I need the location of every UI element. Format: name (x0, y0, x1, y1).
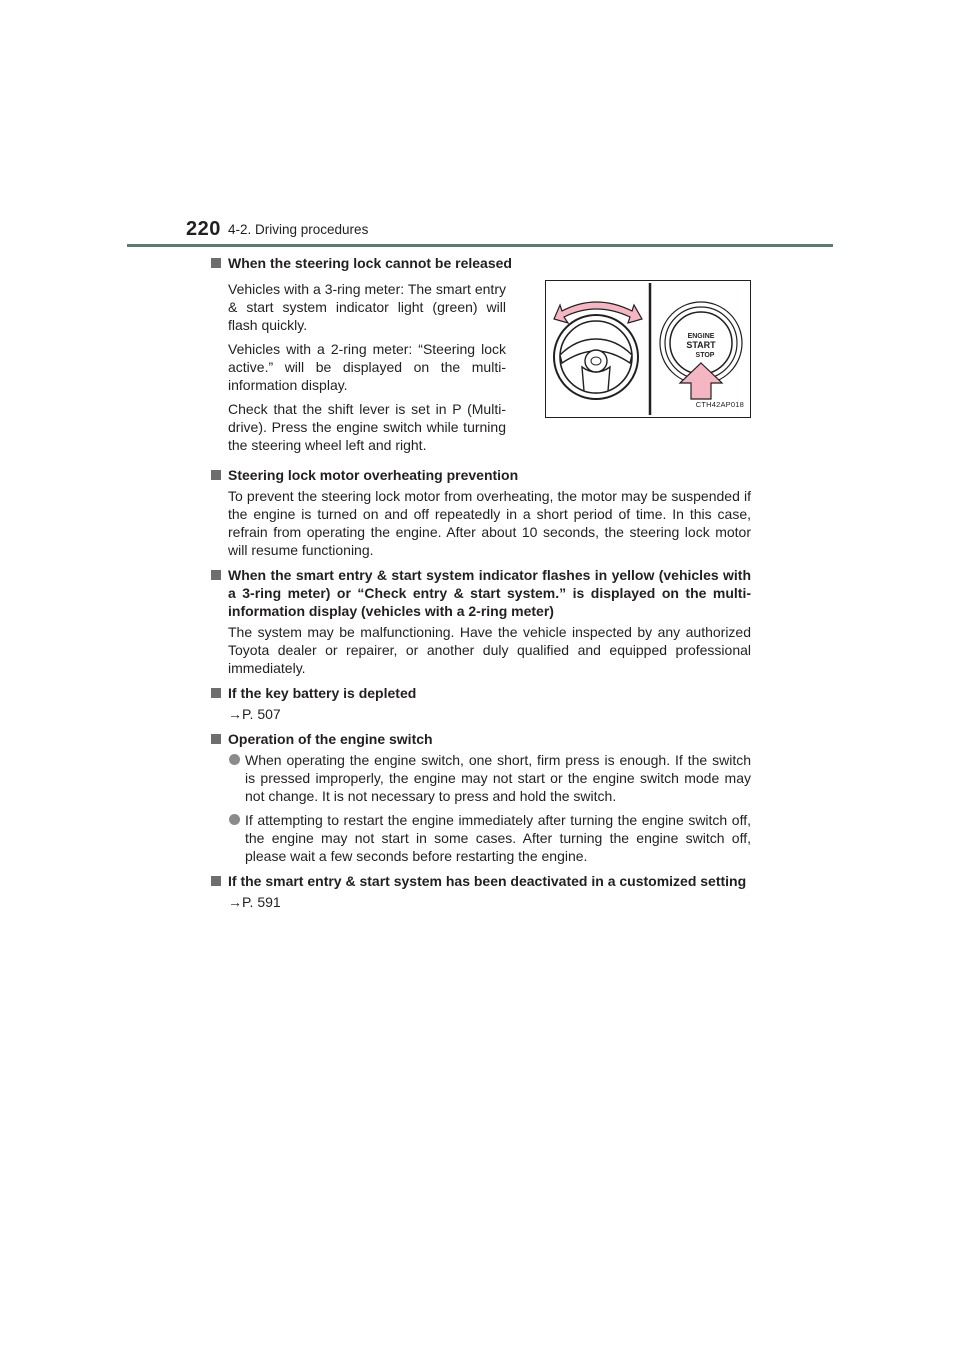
illustration-figure (545, 280, 751, 418)
square-bullet-icon (211, 734, 221, 744)
svg-text:START: START (686, 340, 716, 350)
section-title: 4-2. Driving procedures (228, 222, 369, 237)
round-bullet-icon (229, 814, 240, 825)
svg-text:ENGINE: ENGINE (687, 333, 715, 340)
section-heading: When the smart entry & start system indicator flashes in yellow (vehicles with a 3-ring meter) or “Check entry & start system.” is displayed on the multi-information display (vehicles with a 2-ring meter) (211, 566, 751, 620)
section-heading: If the smart entry & start system has been deactivated in a customized setting (211, 872, 751, 890)
list-item: If attempting to restart the engine immediately after turning the engine switch off, the engine may not start in some cases. After turning the engine switch off, please wait a few seconds before restarting the engine. (211, 811, 751, 865)
square-bullet-icon (211, 570, 221, 580)
page-content (211, 254, 751, 911)
paragraph: The system may be malfunctioning. Have the vehicle inspected by any authorized Toyota dealer or repairer, or another duly qualified and equipped professional immediately. (228, 624, 751, 676)
paragraph: Vehicles with a 2-ring meter: “Steering lock active.” will be displayed on the multi-information display. (228, 341, 506, 393)
section-heading: When the steering lock cannot be released (211, 254, 751, 272)
paragraph: To prevent the steering lock motor from overheating, the motor may be suspended if the engine is turned on and off repeatedly in a short period of time. In this case, refrain from operating the engine. After about 10 seconds, the steering lock motor will resume functioning. (228, 488, 751, 558)
square-bullet-icon (211, 470, 221, 480)
paragraph: Vehicles with a 3-ring meter: The smart entry & start system indicator light (green) will flash quickly. (228, 281, 506, 333)
square-bullet-icon (211, 876, 221, 886)
svg-text:STOP: STOP (695, 352, 715, 359)
page-reference-link[interactable]: →P. 507 (228, 706, 281, 722)
paragraph: Check that the shift lever is set in P (Multi-drive). Press the engine switch while turning the steering wheel left and right. (228, 401, 506, 453)
header-rule (127, 244, 833, 247)
section-heading: If the key battery is depleted (211, 684, 751, 702)
section-heading: Operation of the engine switch (211, 730, 751, 748)
square-bullet-icon (211, 258, 221, 268)
steering-wheel-icon (554, 315, 638, 399)
section-heading: Steering lock motor overheating prevention (211, 466, 751, 484)
list-item: When operating the engine switch, one short, firm press is enough. If the switch is pressed improperly, the engine may not start or the engine switch mode may not change. It is not necessary to press and hold the switch. (211, 751, 751, 805)
round-bullet-icon (229, 754, 240, 765)
steering-lock-block (211, 280, 751, 460)
figure-code: CTH42AP018 (695, 400, 744, 409)
page-number: 220 (186, 218, 221, 240)
steering-lock-text (228, 280, 506, 460)
square-bullet-icon (211, 688, 221, 698)
page-reference-link[interactable]: →P. 591 (228, 894, 281, 910)
